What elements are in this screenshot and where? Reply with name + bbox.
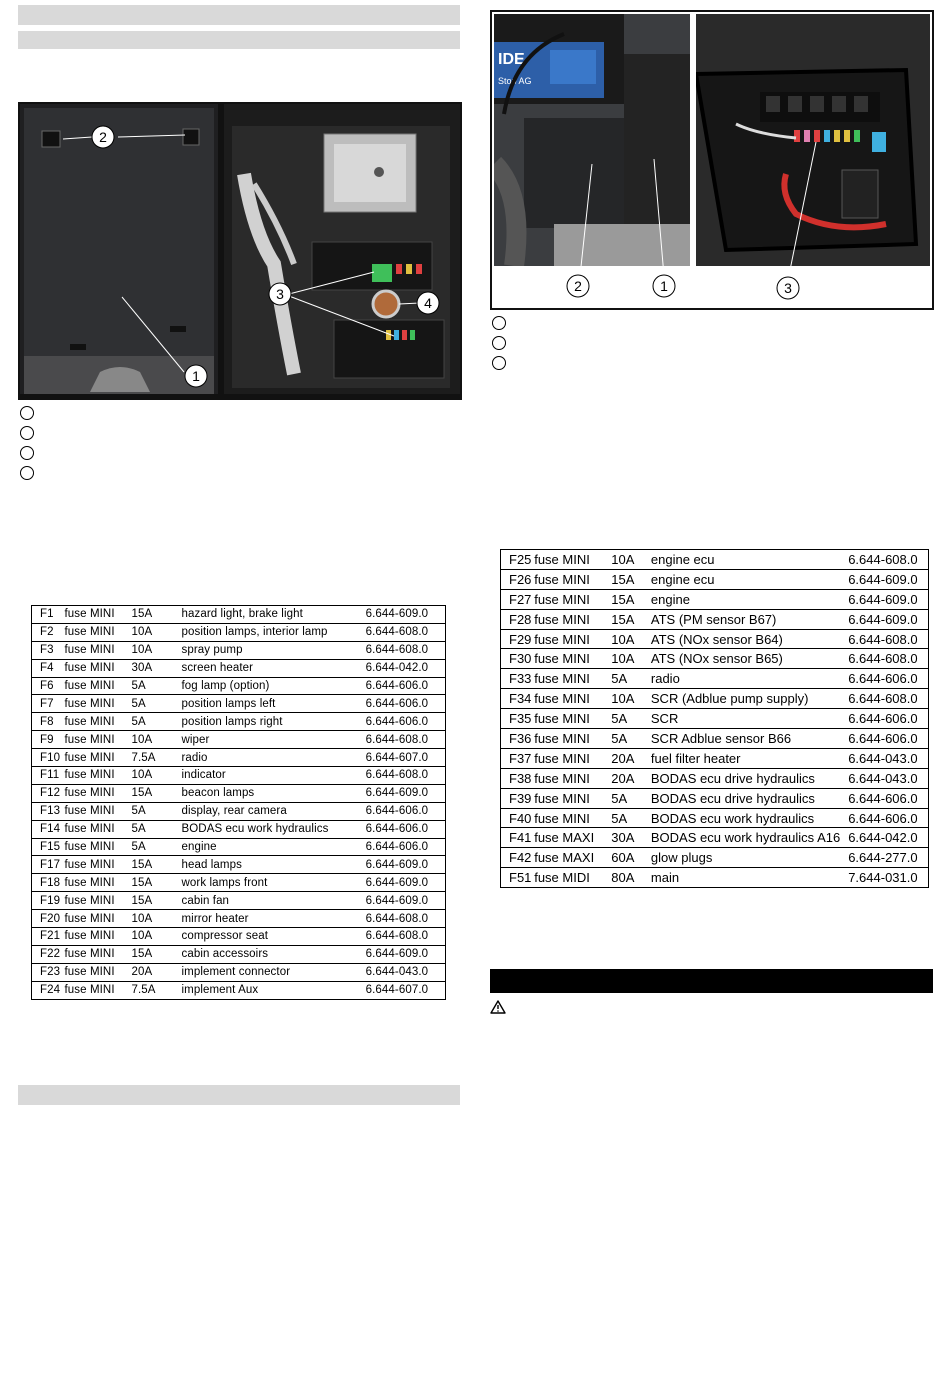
fuse-rating: 10A <box>603 649 643 669</box>
fuse-type: fuse MINI <box>65 695 124 713</box>
fuse-type: fuse MINI <box>65 749 124 767</box>
part-number: 6.644-609.0 <box>358 784 446 802</box>
fuse-number: F2 <box>32 623 65 641</box>
fuse-type: fuse MINI <box>65 910 124 928</box>
fuse-description: main <box>643 868 840 888</box>
fuse-type: fuse MINI <box>534 788 603 808</box>
table-row <box>32 659 446 677</box>
fuse-number: F1 <box>32 606 65 624</box>
fuse-rating: 10A <box>124 767 174 785</box>
fuse-table-right <box>500 549 929 888</box>
part-number: 7.644-031.0 <box>840 868 928 888</box>
fuse-type: fuse MIDI <box>534 868 603 888</box>
section-header-bar <box>18 5 460 25</box>
table-row <box>32 623 446 641</box>
fuse-type: fuse MAXI <box>534 828 603 848</box>
fuse-number: F33 <box>501 669 535 689</box>
part-number: 6.644-607.0 <box>358 749 446 767</box>
table-row <box>32 802 446 820</box>
fuse-rating: 15A <box>124 784 174 802</box>
table-row <box>501 550 929 570</box>
fuse-rating: 15A <box>124 945 174 963</box>
fuse-description: ATS (NOx sensor B64) <box>643 629 840 649</box>
fuse-number: F17 <box>32 856 65 874</box>
legend-marker-1 <box>20 406 34 420</box>
fuse-description: display, rear camera <box>173 802 357 820</box>
fuse-type: fuse MINI <box>534 768 603 788</box>
fuse-number: F36 <box>501 729 535 749</box>
fuse-number: F15 <box>32 838 65 856</box>
fuse-type: fuse MINI <box>65 892 124 910</box>
part-number: 6.644-608.0 <box>358 641 446 659</box>
fuse-rating: 20A <box>603 768 643 788</box>
fuse-rating: 60A <box>603 848 643 868</box>
fuse-description: implement connector <box>173 963 357 981</box>
table-row <box>32 784 446 802</box>
fuse-type: fuse MINI <box>534 748 603 768</box>
callout-label-1: 1 <box>660 278 668 294</box>
fuse-number: F13 <box>32 802 65 820</box>
table-row <box>501 609 929 629</box>
fuse-rating: 15A <box>603 569 643 589</box>
table-row <box>32 713 446 731</box>
table-row <box>501 788 929 808</box>
table-row <box>32 731 446 749</box>
fuse-rating: 10A <box>603 689 643 709</box>
battery-compartment-photo <box>494 14 690 266</box>
fuse-description: indicator <box>173 767 357 785</box>
fuse-number: F22 <box>32 945 65 963</box>
fuse-type: fuse MINI <box>65 784 124 802</box>
part-number: 6.644-606.0 <box>840 669 928 689</box>
fuse-description: BODAS ecu work hydraulics <box>173 820 357 838</box>
fuse-box-photo <box>224 104 460 394</box>
part-number: 6.644-609.0 <box>358 945 446 963</box>
fuse-rating: 15A <box>124 892 174 910</box>
part-number: 6.644-606.0 <box>358 695 446 713</box>
part-number: 6.644-606.0 <box>840 729 928 749</box>
part-number: 6.644-608.0 <box>840 550 928 570</box>
fuse-number: F28 <box>501 609 535 629</box>
fuse-number: F12 <box>32 784 65 802</box>
fuse-type: fuse MINI <box>65 981 124 999</box>
part-number: 6.644-608.0 <box>358 928 446 946</box>
part-number: 6.644-043.0 <box>840 748 928 768</box>
legend-marker-1 <box>492 316 506 330</box>
fuse-number: F25 <box>501 550 535 570</box>
fuse-rating: 7.5A <box>124 981 174 999</box>
fuse-rating: 30A <box>603 828 643 848</box>
fuse-description: glow plugs <box>643 848 840 868</box>
fuse-rating: 5A <box>124 677 174 695</box>
section-header-bar-bottom <box>18 1085 460 1105</box>
table-row <box>501 768 929 788</box>
part-number: 6.644-608.0 <box>840 649 928 669</box>
warning-header-bar <box>490 969 933 993</box>
table-row <box>501 748 929 768</box>
fuse-number: F27 <box>501 589 535 609</box>
fuse-rating: 15A <box>603 589 643 609</box>
fuse-rating: 5A <box>603 729 643 749</box>
fuse-type: fuse MINI <box>534 808 603 828</box>
subsection-header-bar <box>18 31 460 49</box>
right-figure <box>490 10 934 310</box>
fuse-type: fuse MINI <box>534 669 603 689</box>
fuse-number: F19 <box>32 892 65 910</box>
fuse-number: F4 <box>32 659 65 677</box>
fuse-rating: 15A <box>124 856 174 874</box>
fuse-rating: 5A <box>603 788 643 808</box>
callout-label-3: 3 <box>276 286 284 302</box>
fuse-type: fuse MINI <box>534 689 603 709</box>
table-row <box>501 589 929 609</box>
table-row <box>32 838 446 856</box>
part-number: 6.644-608.0 <box>358 910 446 928</box>
fuse-rating: 7.5A <box>124 749 174 767</box>
part-number: 6.644-042.0 <box>358 659 446 677</box>
fuse-type: fuse MINI <box>65 963 124 981</box>
fuse-type: fuse MINI <box>534 709 603 729</box>
fuse-rating: 10A <box>124 928 174 946</box>
fuse-number: F3 <box>32 641 65 659</box>
part-number: 6.644-608.0 <box>358 731 446 749</box>
fuse-rating: 30A <box>124 659 174 677</box>
part-number: 6.644-608.0 <box>840 629 928 649</box>
fuse-number: F29 <box>501 629 535 649</box>
fuse-description: BODAS ecu work hydraulics A16 <box>643 828 840 848</box>
fuse-type: fuse MINI <box>65 713 124 731</box>
legend-marker-3 <box>20 446 34 460</box>
table-row <box>501 808 929 828</box>
fuse-rating: 5A <box>603 808 643 828</box>
fuse-description: SCR Adblue sensor B66 <box>643 729 840 749</box>
part-number: 6.644-609.0 <box>358 892 446 910</box>
fuse-rating: 80A <box>603 868 643 888</box>
table-row <box>501 569 929 589</box>
part-number: 6.644-607.0 <box>358 981 446 999</box>
fuse-number: F10 <box>32 749 65 767</box>
fuse-description: radio <box>173 749 357 767</box>
part-number: 6.644-609.0 <box>358 856 446 874</box>
callout-label-4: 4 <box>424 295 432 311</box>
fuse-description: beacon lamps <box>173 784 357 802</box>
table-row <box>32 910 446 928</box>
fuse-rating: 15A <box>603 609 643 629</box>
part-number: 6.644-606.0 <box>840 808 928 828</box>
fuse-description: position lamps right <box>173 713 357 731</box>
callout-label-2: 2 <box>99 129 107 145</box>
fuse-rating: 10A <box>603 550 643 570</box>
fuse-number: F51 <box>501 868 535 888</box>
table-row <box>32 767 446 785</box>
part-number: 6.644-042.0 <box>840 828 928 848</box>
fuse-type: fuse MINI <box>534 550 603 570</box>
part-number: 6.644-609.0 <box>840 609 928 629</box>
fuse-rating: 10A <box>603 629 643 649</box>
part-number: 6.644-608.0 <box>358 623 446 641</box>
table-row <box>32 945 446 963</box>
fuse-description: engine ecu <box>643 550 840 570</box>
part-number: 6.644-606.0 <box>358 713 446 731</box>
fuse-rating: 15A <box>124 874 174 892</box>
legend-marker-4 <box>20 466 34 480</box>
fuse-type: fuse MINI <box>65 677 124 695</box>
table-row <box>32 963 446 981</box>
left-figure <box>18 102 462 400</box>
fuse-rating: 5A <box>603 669 643 689</box>
fuse-number: F18 <box>32 874 65 892</box>
fuse-type: fuse MINI <box>534 569 603 589</box>
legend-marker-3 <box>492 356 506 370</box>
part-number: 6.644-609.0 <box>358 874 446 892</box>
fuse-rating: 5A <box>124 838 174 856</box>
fuse-number: F23 <box>32 963 65 981</box>
table-row <box>32 820 446 838</box>
fuse-rating: 10A <box>124 731 174 749</box>
fuse-number: F41 <box>501 828 535 848</box>
fuse-number: F37 <box>501 748 535 768</box>
fuse-description: work lamps front <box>173 874 357 892</box>
fuse-description: implement Aux <box>173 981 357 999</box>
battery-fuse-box-photo <box>696 14 930 266</box>
fuse-description: position lamps left <box>173 695 357 713</box>
fuse-description: head lamps <box>173 856 357 874</box>
table-row <box>32 928 446 946</box>
part-number: 6.644-606.0 <box>840 788 928 808</box>
battery-label-text: Stop AG <box>498 76 532 86</box>
fuse-number: F34 <box>501 689 535 709</box>
warning-triangle-icon <box>490 1000 506 1014</box>
fuse-description: mirror heater <box>173 910 357 928</box>
fuse-rating: 10A <box>124 641 174 659</box>
fuse-type: fuse MAXI <box>534 848 603 868</box>
table-row <box>501 848 929 868</box>
fuse-number: F40 <box>501 808 535 828</box>
fuse-description: radio <box>643 669 840 689</box>
right-figure-callouts <box>492 266 932 306</box>
fuse-type: fuse MINI <box>65 856 124 874</box>
fuse-description: screen heater <box>173 659 357 677</box>
fuse-type: fuse MINI <box>534 729 603 749</box>
fuse-number: F26 <box>501 569 535 589</box>
part-number: 6.644-606.0 <box>358 677 446 695</box>
part-number: 6.644-606.0 <box>358 802 446 820</box>
fuse-number: F42 <box>501 848 535 868</box>
fuse-rating: 5A <box>124 713 174 731</box>
table-row <box>32 606 446 624</box>
fuse-rating: 5A <box>124 802 174 820</box>
fuse-rating: 5A <box>124 695 174 713</box>
table-row <box>501 649 929 669</box>
table-row <box>32 641 446 659</box>
fuse-type: fuse MINI <box>65 874 124 892</box>
fuse-description: SCR <box>643 709 840 729</box>
fuse-rating: 10A <box>124 623 174 641</box>
legend-marker-2 <box>492 336 506 350</box>
fuse-type: fuse MINI <box>65 623 124 641</box>
part-number: 6.644-606.0 <box>840 709 928 729</box>
part-number: 6.644-609.0 <box>840 589 928 609</box>
part-number: 6.644-608.0 <box>358 767 446 785</box>
fuse-rating: 20A <box>603 748 643 768</box>
part-number: 6.644-043.0 <box>358 963 446 981</box>
fuse-description: ATS (NOx sensor B65) <box>643 649 840 669</box>
fuse-type: fuse MINI <box>534 609 603 629</box>
fuse-number: F21 <box>32 928 65 946</box>
part-number: 6.644-609.0 <box>840 569 928 589</box>
part-number: 6.644-609.0 <box>358 606 446 624</box>
table-row <box>501 669 929 689</box>
fuse-type: fuse MINI <box>534 629 603 649</box>
fuse-description: BODAS ecu drive hydraulics <box>643 788 840 808</box>
fuse-description: cabin fan <box>173 892 357 910</box>
fuse-description: fuel filter heater <box>643 748 840 768</box>
fuse-rating: 5A <box>124 820 174 838</box>
callout-label-2: 2 <box>574 278 582 294</box>
fuse-type: fuse MINI <box>65 767 124 785</box>
fuse-number: F24 <box>32 981 65 999</box>
table-row <box>32 749 446 767</box>
fuse-type: fuse MINI <box>65 659 124 677</box>
fuse-description: cabin accessoirs <box>173 945 357 963</box>
part-number: 6.644-043.0 <box>840 768 928 788</box>
table-row <box>501 729 929 749</box>
fuse-number: F11 <box>32 767 65 785</box>
fuse-description: wiper <box>173 731 357 749</box>
fuse-type: fuse MINI <box>65 641 124 659</box>
table-row <box>501 868 929 888</box>
fuse-number: F7 <box>32 695 65 713</box>
fuse-rating: 10A <box>124 910 174 928</box>
table-row <box>501 689 929 709</box>
table-row <box>32 981 446 999</box>
fuse-description: spray pump <box>173 641 357 659</box>
fuse-rating: 5A <box>603 709 643 729</box>
battery-brand-text: IDE <box>498 51 525 68</box>
part-number: 6.644-608.0 <box>840 689 928 709</box>
fuse-number: F35 <box>501 709 535 729</box>
legend-marker-2 <box>20 426 34 440</box>
fuse-number: F30 <box>501 649 535 669</box>
fuse-description: BODAS ecu work hydraulics <box>643 808 840 828</box>
fuse-type: fuse MINI <box>534 649 603 669</box>
fuse-number: F6 <box>32 677 65 695</box>
fuse-number: F39 <box>501 788 535 808</box>
fuse-rating: 20A <box>124 963 174 981</box>
fuse-description: hazard light, brake light <box>173 606 357 624</box>
fuse-number: F9 <box>32 731 65 749</box>
fuse-type: fuse MINI <box>534 589 603 609</box>
fuse-type: fuse MINI <box>65 838 124 856</box>
table-row <box>501 828 929 848</box>
fuse-type: fuse MINI <box>65 945 124 963</box>
cover-panel-photo <box>20 104 218 394</box>
fuse-number: F8 <box>32 713 65 731</box>
fuse-type: fuse MINI <box>65 820 124 838</box>
part-number: 6.644-277.0 <box>840 848 928 868</box>
callout-label-1: 1 <box>192 368 200 384</box>
fuse-description: fog lamp (option) <box>173 677 357 695</box>
table-row <box>32 874 446 892</box>
table-row <box>501 709 929 729</box>
fuse-description: engine <box>173 838 357 856</box>
table-row <box>32 695 446 713</box>
table-row <box>32 892 446 910</box>
fuse-description: ATS (PM sensor B67) <box>643 609 840 629</box>
fuse-description: position lamps, interior lamp <box>173 623 357 641</box>
fuse-type: fuse MINI <box>65 802 124 820</box>
fuse-number: F38 <box>501 768 535 788</box>
fuse-type: fuse MINI <box>65 606 124 624</box>
callout-label-3: 3 <box>784 280 792 296</box>
table-row <box>32 677 446 695</box>
fuse-type: fuse MINI <box>65 928 124 946</box>
part-number: 6.644-606.0 <box>358 820 446 838</box>
fuse-type: fuse MINI <box>65 731 124 749</box>
fuse-description: compressor seat <box>173 928 357 946</box>
fuse-number: F20 <box>32 910 65 928</box>
fuse-description: engine <box>643 589 840 609</box>
fuse-description: engine ecu <box>643 569 840 589</box>
fuse-number: F14 <box>32 820 65 838</box>
fuse-table-left <box>31 605 446 1000</box>
fuse-description: SCR (Adblue pump supply) <box>643 689 840 709</box>
table-row <box>501 629 929 649</box>
part-number: 6.644-606.0 <box>358 838 446 856</box>
fuse-rating: 15A <box>124 606 174 624</box>
table-row <box>32 856 446 874</box>
fuse-description: BODAS ecu drive hydraulics <box>643 768 840 788</box>
